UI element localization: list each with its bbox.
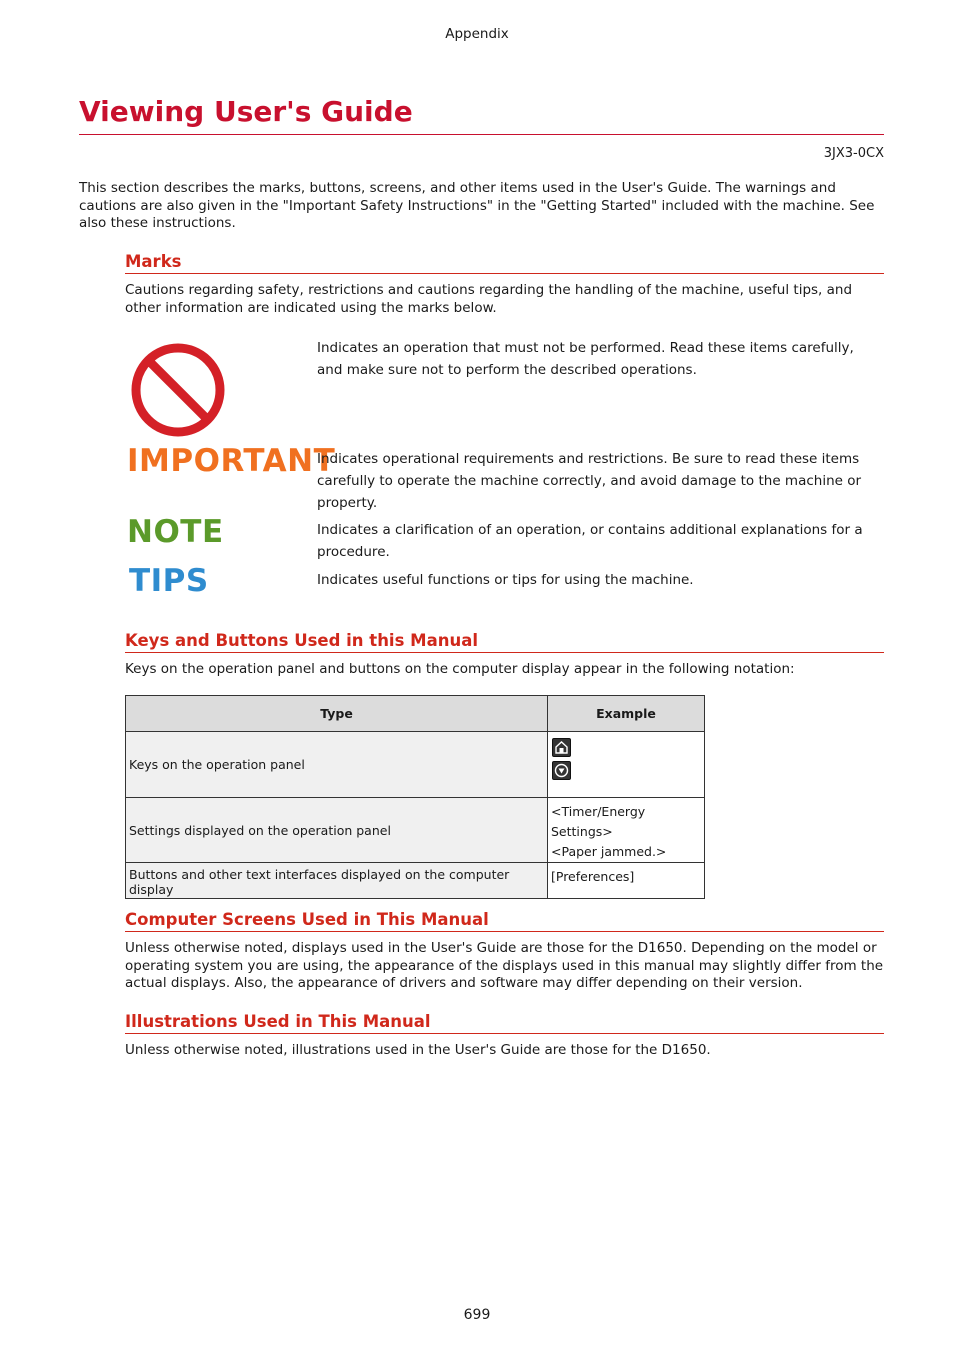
page-number: 699 [463,1307,491,1323]
illustrations-description: Unless otherwise noted, illustrations used in the User's Guide are those for the D1650. [125,1042,711,1058]
example-line: <Timer/Energy Settings> [551,804,646,839]
important-description: Indicates operational requirements and restrictions. Be sure to read these items carefully to operate the machine correctly, and avoid damage to the machine or property. [317,451,862,511]
example-cell [548,863,705,899]
keys-description: Keys on the operation panel and buttons on the computer display appear in the following notation: [125,661,795,677]
important-mark: IMPORTANT [127,443,336,479]
intro-paragraph: This section describes the marks, buttons, screens, and other items used in the User's Guide. The warnings and cautions are also given in the "Important Safety Instructions" in the "Getting Started" included with the machine. See also these instructions. [79,180,875,231]
screens-heading: Computer Screens Used in This Manual [125,909,884,932]
column-header-type: Type [126,696,548,732]
screens-description: Unless otherwise noted, displays used in the User's Guide are those for the D1650. Depending on the model or operating system you are using, the appearance of the displays used in this manual may slightly differ from the actual displays. Also, the appearance of drivers and software may differ depending on their version. [125,940,884,991]
stop-key-icon [552,761,571,780]
column-header-example: Example [548,696,705,732]
prohibition-description: Indicates an operation that must not be performed. Read these items carefully, and make sure not to perform the described operations. [317,340,854,378]
notation-table [125,695,705,899]
type-cell: Keys on the operation panel [126,732,548,798]
table-row [126,863,705,899]
example-line: <Paper jammed.> [551,844,667,859]
illustrations-heading: Illustrations Used in This Manual [125,1011,884,1034]
keys-heading: Keys and Buttons Used in this Manual [125,630,884,653]
note-description: Indicates a clarification of an operation, or contains additional explanations for a procedure. [317,522,863,560]
tips-description: Indicates useful functions or tips for using the machine. [317,572,694,588]
document-code: 3JX3-0CX [823,146,884,161]
tips-mark: TIPS [129,563,209,599]
prohibition-icon [130,342,226,438]
example-line: [Preferences] [551,869,635,884]
example-cell [548,732,705,798]
type-cell: Buttons and other text interfaces displayed on the computer display [126,863,548,899]
note-mark: NOTE [127,514,224,550]
page-title: Viewing User's Guide [79,94,884,135]
type-cell: Settings displayed on the operation panel [126,798,548,863]
home-key-icon [552,738,571,757]
table-row [126,732,705,798]
marks-heading: Marks [125,251,884,274]
marks-description: Cautions regarding safety, restrictions and cautions regarding the handling of the machine, useful tips, and other information are indicated using the marks below. [125,282,853,316]
table-row [126,798,705,863]
running-header: Appendix [445,26,509,42]
example-cell [548,798,705,863]
table-header-row [126,696,705,732]
